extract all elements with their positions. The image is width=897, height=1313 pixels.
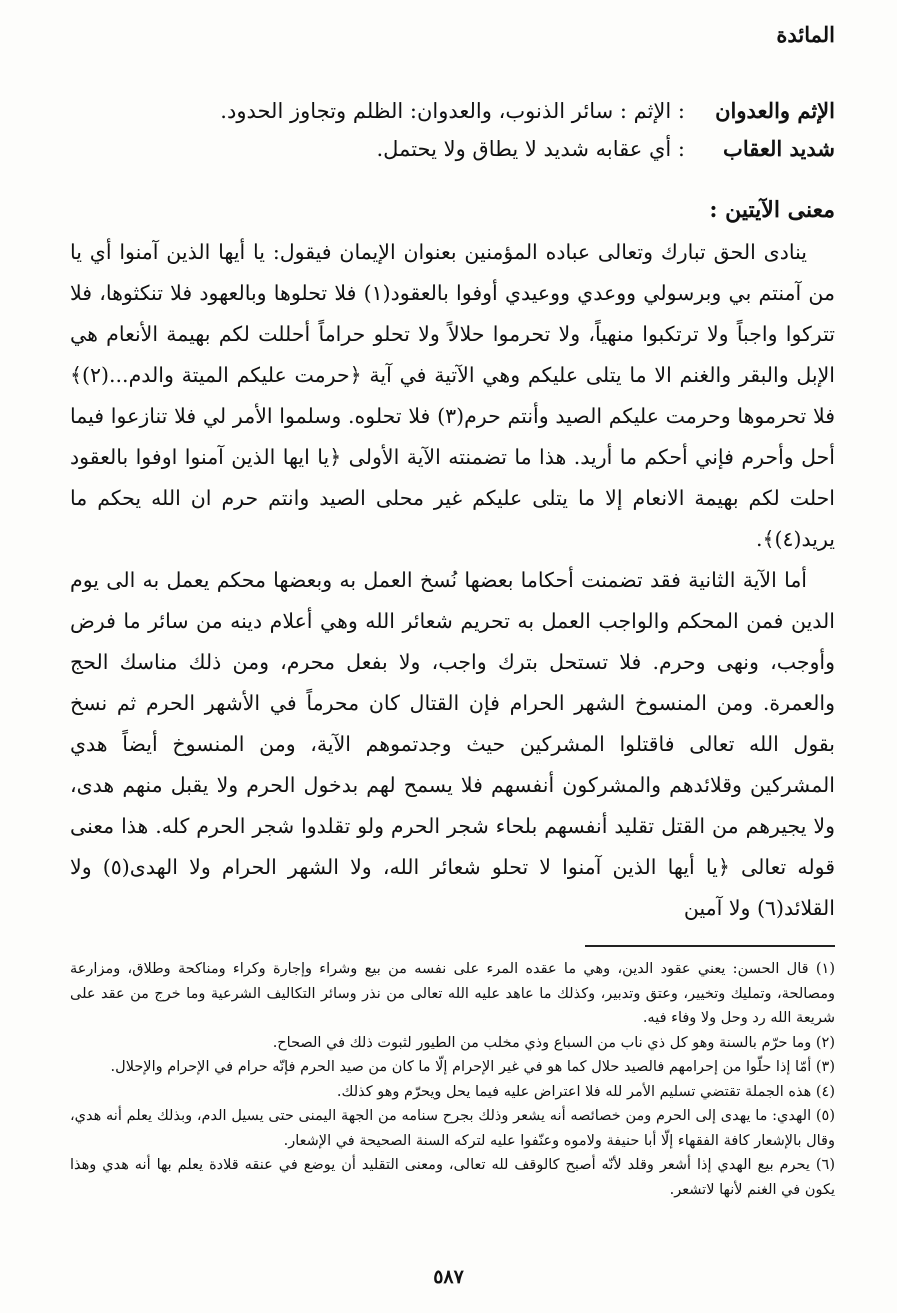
- footnote: (٣) أمّا إذا حلّوا من إحرامهم فالصيد حلال كما هو في غير الإحرام إلّا ما كان من صيد الحرم فإنّه حرام في الإحرام والإحلال.: [110, 1059, 835, 1075]
- glossary-definition: : أي عقابه شديد لا يطاق ولا يحتمل.: [376, 137, 685, 161]
- footnote: (٢) وما حرّم بالسنة وهو كل ذي ناب من السباع وذي مخلب من الطيور لثبوت ذلك في الصحاح.: [272, 1034, 835, 1051]
- glossary-term: شديد العقاب: [723, 136, 835, 161]
- page-number: ٥٨٧: [433, 1266, 464, 1288]
- body-paragraph: ينادى الحق تبارك وتعالى عباده المؤمنين بعنوان الإيمان فيقول: يا أيها الذين آمنوا أي يا من آمنتم بي وبرسولي ووعدي ووعيدي أوفوا بالعقود(١) فلا تحلوها وبالعهود فلا تنكثوها، فلا تتركوا واجباً ولا ترتكبوا منهياً، ولا تحرموا حلالاً ولا تحلو حراماً أحللت لكم بهيمة الأنعام هي الإبل والبقر والغنم الا ما يتلى عليكم وهي الآتية في آية ﴿حرمت عليكم الميتة والدم...(٢)﴾ فلا تحرموها وحرمت عليكم الصيد وأنتم حرم(٣) فلا تحلوه. وسلموا الأمر لي فلا تنازعوا فيما أحل وأحرم فإني أحكم ما أريد. هذا ما تضمنته الآية الأولى ﴿يا ايها الذين آمنوا اوفوا بالعقود احلت لكم بهيمة الانعام إلا ما يتلى عليكم غير محلى الصيد وانتم حرم ان الله يحكم ما يريد(٤)﴾.: [70, 240, 835, 551]
- footnote: (٤) هذه الجملة تقتضي تسليم الأمر لله فلا اعتراض عليه فيما يحل ويحرّم وهو كذلك.: [336, 1083, 835, 1100]
- glossary-entry: [70, 130, 835, 168]
- footnote: (٦) يحرم بيع الهدي إذا أشعر وقلد لأنّه أصبح كالوقف لله تعالى، ومعنى التقليد أن يوضع في عنقه قلادة يعلم بها أنه هدي وهذا يكون في الغنم لأنها لاتشعر.: [70, 1157, 835, 1198]
- body-text: [70, 232, 835, 929]
- glossary-entry: [70, 92, 835, 130]
- glossary-term: الإثم والعدوان: [715, 98, 835, 123]
- footnote: (١) قال الحسن: يعني عقود الدين، وهي ما عقده المرء على نفسه من بيع وشراء وإجارة وكراء ومناكحة وطلاق، ومزارعة ومصالحة، وتمليك وتخيير، وعتق وتدبير، وكذلك ما عاهد عليه الله تعالى من نذر وسائر التكاليف الشرعية وما خرج من عقد على شريعة الله رد وحل ولا وفاء فيه.: [70, 961, 835, 1026]
- footnote-divider: [585, 945, 835, 947]
- running-header: المائدة: [776, 22, 835, 47]
- footnotes: [70, 957, 835, 1202]
- section-heading: معنى الآيتين :: [709, 197, 835, 223]
- footnote: (٥) الهدي: ما يهدى إلى الحرم ومن خصائصه أنه يشعر وذلك بجرح سنامه من الجهة اليمنى حتى يسيل الدم، وبذلك يعلم أنه هدي، وقال بالإشعار كافة الفقهاء إلّا أبا حنيفة ولاموه وعنّفوا عليه لتركه السنة الصحيحة في الإشعار.: [70, 1108, 835, 1149]
- glossary: [70, 92, 835, 168]
- body-paragraph: أما الآية الثانية فقد تضمنت أحكاما بعضها نُسخ العمل به وبعضها محكم يعمل به الى يوم الدين فمن المحكم والواجب العمل به تحريم شعائر الله وهي أعلام دينه من سائر ما فرض وأوجب، ونهى وحرم. فلا تستحل بترك واجب، ولا بفعل محرم، ومن ذلك مناسك الحج والعمرة. ومن المنسوخ الشهر الحرام فإن القتال كان محرماً في الأشهر الحرم ثم نسخ بقول الله تعالى فاقتلوا المشركين حيث وجدتموهم الآية، ومن المنسوخ أيضاً هدي المشركين وقلائدهم والمشركون أنفسهم فلا يسمح لهم بدخول الحرم ولا يقبل منهم هدى، ولا يجيرهم من القتل تقليد أنفسهم بلحاء شجر الحرم ولو تقلدوا شجر الحرم كله. هذا معنى قوله تعالى ﴿يا أيها الذين آمنوا لا تحلو شعائر الله، ولا الشهر الحرام ولا الهدى(٥) ولا القلائد(٦) ولا آمين: [70, 568, 835, 920]
- glossary-definition: : الإثم : سائر الذنوب، والعدوان: الظلم وتجاوز الحدود.: [220, 99, 685, 123]
